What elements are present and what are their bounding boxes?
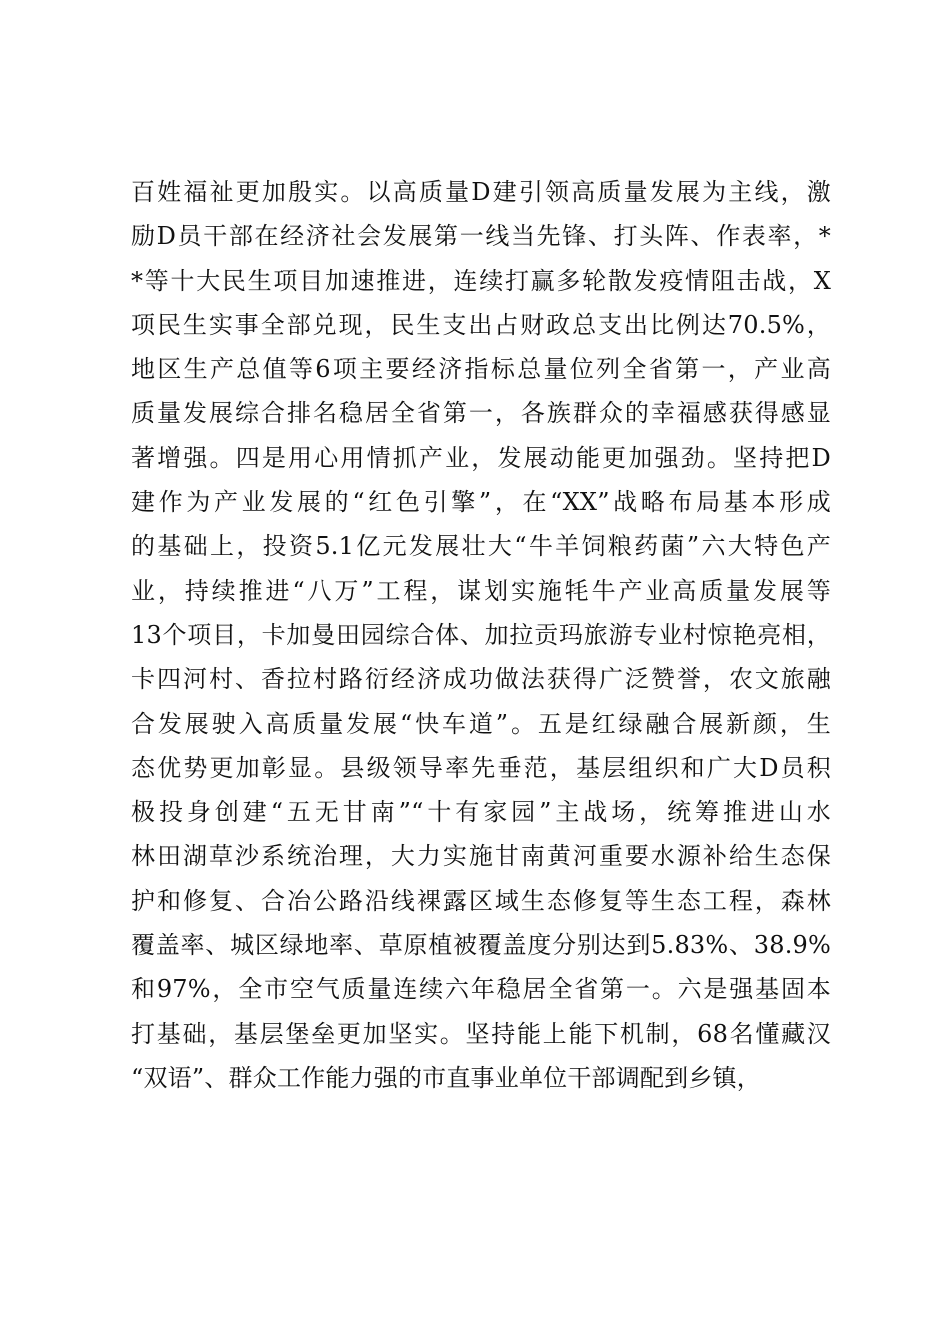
text-line: 态优势更加彰显。县级领导率先垂范，基层组织和广大D员积 — [131, 753, 831, 782]
text-line: 护和修复、合冶公路沿线裸露区域生态修复等生态工程，森林 — [131, 886, 831, 915]
text-line: 百姓福祉更加殷实。以高质量D建引领高质量发展为主线，激 — [131, 178, 831, 206]
body-paragraph — [131, 170, 831, 1100]
text-line: 业，持续推进“八万”工程，谋划实施牦牛产业高质量发展等 — [131, 576, 831, 605]
text-line: 和97%，全市空气质量连续六年稳居全省第一。六是强基固本 — [131, 975, 831, 1004]
text-line: 的基础上，投资5.1亿元发展壮大“牛羊饲粮药菌”六大特色产 — [131, 532, 831, 561]
text-line: 13个项目，卡加曼田园综合体、加拉贡玛旅游专业村惊艳亮相， — [131, 620, 831, 649]
text-line: 建作为产业发展的“红色引擎”，在“XX”战略布局基本形成 — [131, 488, 831, 517]
text-line: 著增强。四是用心用情抓产业，发展动能更加强劲。坚持把D — [131, 443, 831, 472]
text-line: 极投身创建“五无甘南”“十有家园”主战场，统筹推进山水 — [131, 798, 831, 827]
text-line: 合发展驶入高质量发展“快车道”。五是红绿融合展新颜，生 — [131, 709, 831, 738]
text-line: 覆盖率、城区绿地率、草原植被覆盖度分别达到5.83%、38.9% — [131, 931, 831, 960]
text-line: “双语”、群众工作能力强的市直事业单位干部调配到乡镇， — [131, 1063, 761, 1092]
text-line: 林田湖草沙系统治理，大力实施甘南黄河重要水源补给生态保 — [131, 842, 831, 871]
text-line: 项民生实事全部兑现，民生支出占财政总支出比例达70.5%， — [131, 310, 831, 339]
text-line: 励D员干部在经济社会发展第一线当先锋、打头阵、作表率，* — [131, 222, 831, 251]
text-line: 打基础，基层堡垒更加坚实。坚持能上能下机制，68名懂藏汉 — [131, 1019, 831, 1048]
text-line: 质量发展综合排名稳居全省第一，各族群众的幸福感获得感显 — [131, 399, 831, 428]
text-line: 地区生产总值等6项主要经济指标总量位列全省第一，产业高 — [131, 355, 831, 384]
text-line: 卡四河村、香拉村路衍经济成功做法获得广泛赞誉，农文旅融 — [131, 665, 831, 694]
text-line: *等十大民生项目加速推进，连续打赢多轮散发疫情阻击战，X — [131, 266, 831, 295]
